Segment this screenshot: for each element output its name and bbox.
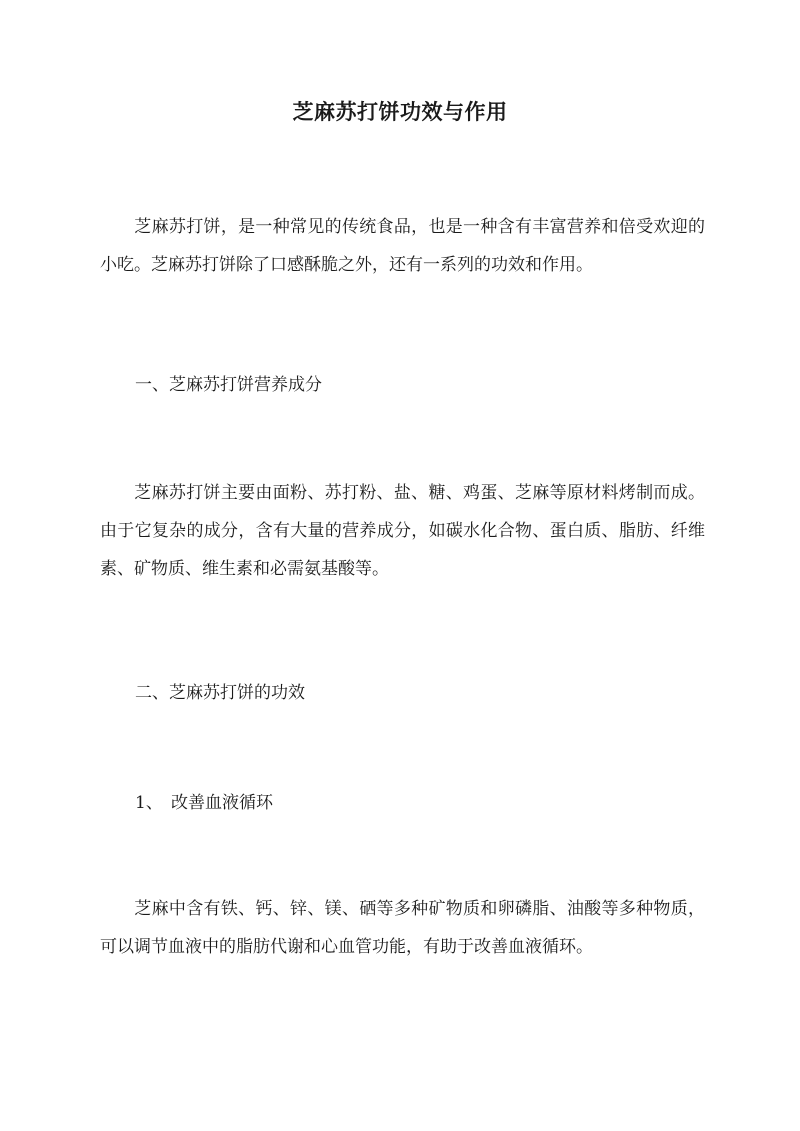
item1-text: 芝麻中含有铁、钙、锌、镁、硒等多种矿物质和卵磷脂、油酸等多种物质，可以调节血液中的脂肪代谢和心血管功能，有助于改善血液循环。 xyxy=(100,899,705,957)
section1-heading: 一、芝麻苏打饼营养成分 xyxy=(135,375,322,395)
item1-heading xyxy=(135,784,273,822)
section1-text: 芝麻苏打饼主要由面粉、苏打粉、盐、糖、鸡蛋、芝麻等原材料烤制而成。由于它复杂的成分，含有大量的营养成分，如碳水化合物、蛋白质、脂肪、纤维素、矿物质、维生素和必需氨基酸等。 xyxy=(100,483,705,579)
section2-heading: 二、芝麻苏打饼的功效 xyxy=(135,683,305,703)
item1-number: 1、 xyxy=(135,793,163,813)
intro-paragraph xyxy=(100,208,705,284)
item1-paragraph xyxy=(100,890,705,966)
document-title: 芝麻苏打饼功效与作用 xyxy=(292,99,508,124)
item1-title: 改善血液循环 xyxy=(171,793,273,813)
intro-text: 芝麻苏打饼，是一种常见的传统食品，也是一种含有丰富营养和倍受欢迎的小吃。芝麻苏打饼除了口感酥脆之外，还有一系列的功效和作用。 xyxy=(100,217,705,275)
section1-paragraph xyxy=(100,474,705,588)
